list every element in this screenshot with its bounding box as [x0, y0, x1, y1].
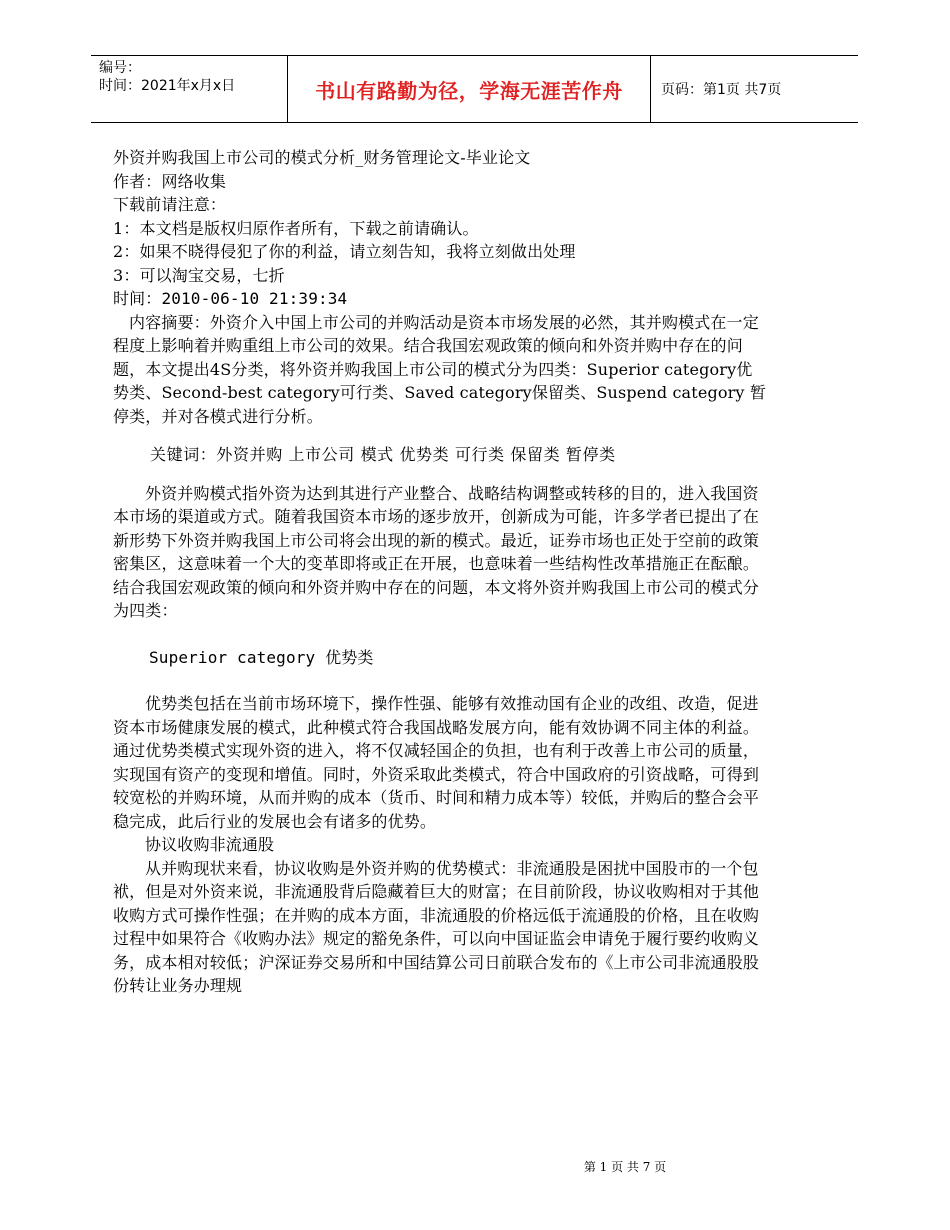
publish-time: 时间：2010-06-10 21:39:34	[113, 289, 348, 308]
section-heading: Superior category 优势类	[149, 647, 374, 667]
page-header	[91, 55, 858, 123]
header-meta	[91, 56, 287, 122]
notice-item: 3：可以淘宝交易，七折	[113, 265, 285, 285]
spacer	[113, 623, 768, 646]
notice-item: 2：如果不晓得侵犯了你的利益，请立刻告知，我将立刻做出处理	[113, 242, 576, 261]
page-info: 页码：第1页 共7页	[661, 82, 782, 98]
intro-paragraph: 外资并购模式指外资为达到其进行产业整合、战略结构调整或转移的目的，进入我国资本市场的渠道或方式。随着我国资本市场的逐步放开，创新成为可能，许多学者已提出了在新形势下外资并购我国上市公司将会出现的新的模式。最近，证券市场也正处于空前的政策密集区，这意味着一个大的变革即将或正在开展，也意味着一些结构性改革措施正在酝酿。结合我国宏观政策的倾向和外资并购中存在的问题，本文将外资并购我国上市公司的模式分为四类：	[113, 483, 760, 620]
subsection-paragraph: 从并购现状来看，协议收购是外资并购的优势模式：非流通股是困扰中国股市的一个包袱，但是对外资来说，非流通股背后隐藏着巨大的财富；在目前阶段，协议收购相对于其他收购方式可操作性强；在并购的成本方面，非流通股的价格远低于流通股的价格，且在收购过程中如果符合《收购办法》规定的豁免条件，可以向中国证监会申请免于履行要约收购义务，成本相对较低；沪深证券交易所和中国结算公司日前联合发布的《上市公司非流通股股份转让业务办理规	[113, 858, 760, 995]
spacer	[113, 467, 768, 482]
author-line: 作者：网络收集	[113, 171, 227, 191]
time-label: 时间：2021年x月x日	[99, 78, 236, 94]
header-motto-cell	[287, 56, 651, 122]
abstract-paragraph: 内容摘要：外资介入中国上市公司的并购活动是资本市场发展的必然，其并购模式在一定程度上影响着并购重组上市公司的效果。结合我国宏观政策的倾向和外资并购中存在的问题，本文提出4S分类，将外资并购我国上市公司的模式分为四类：Superior category优势类、Second-best category可行类、Saved category保留类、Suspend category 暂停类，并对各模式进行分析。	[113, 312, 766, 426]
spacer	[113, 428, 768, 443]
spacer	[113, 669, 768, 692]
section-paragraph: 优势类包括在当前市场环境下，操作性强、能够有效推动国有企业的改组、改造，促进资本市场健康发展的模式，此种模式符合我国战略发展方向，能有效协调不同主体的利益。通过优势类模式实现外资的进入，将不仅减轻国企的负担，也有利于改善上市公司的质量，实现国有资产的变现和增值。同时，外资采取此类模式，符合中国政府的引资战略，可得到较宽松的并购环境，从而并购的成本（货币、时间和精力成本等）较低，并购后的整合会平稳完成，此后行业的发展也会有诸多的优势。	[113, 694, 760, 831]
document-title: 外资并购我国上市公司的模式分析_财务管理论文-毕业论文	[113, 148, 531, 167]
notice-item: 1：本文档是版权归原作者所有，下载之前请确认。	[113, 218, 479, 238]
notice-title: 下载前请注意：	[113, 195, 227, 214]
motto: 书山有路勤为径，学海无涯苦作舟	[315, 78, 623, 103]
document-body	[113, 146, 768, 998]
keywords-line: 关键词：外资并购 上市公司 模式 优势类 可行类 保留类 暂停类	[150, 445, 616, 464]
page-footer: 第 1 页 共 7 页	[583, 1160, 667, 1174]
subsection-heading: 协议收购非流通股	[145, 835, 275, 854]
header-page-cell	[651, 56, 858, 122]
number-label: 编号：	[99, 60, 141, 76]
